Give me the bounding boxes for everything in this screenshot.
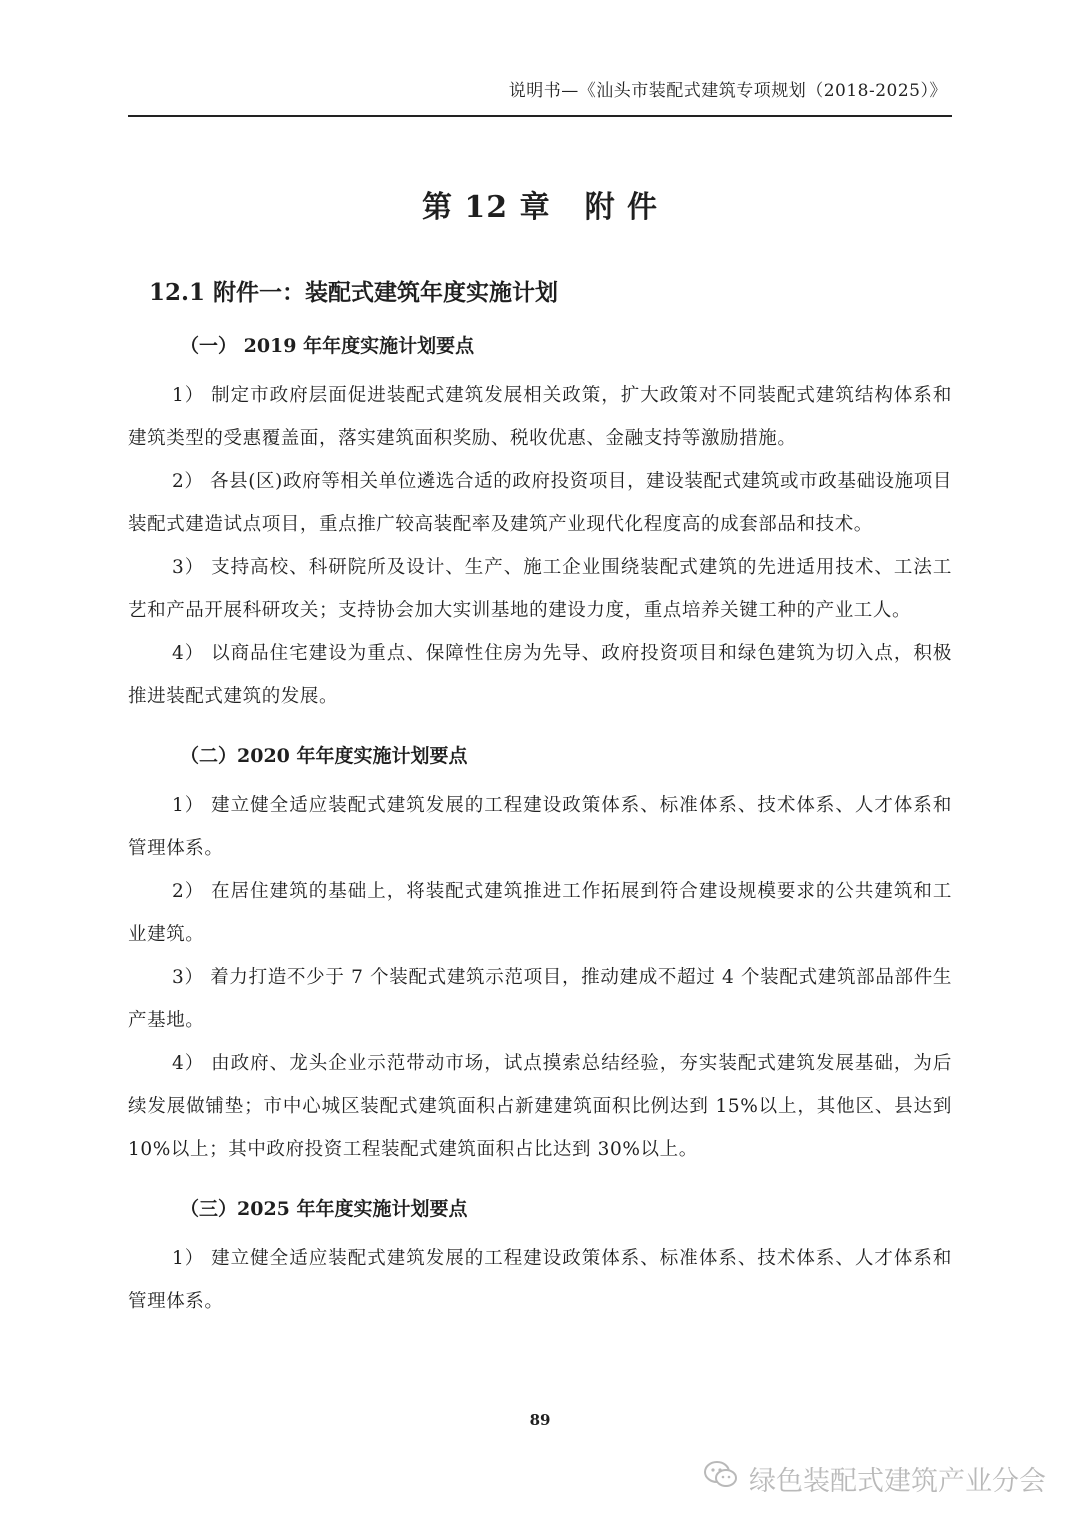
plan-2025-group (128, 1193, 952, 1323)
running-header: 说明书—《汕头市装配式建筑专项规划（2018-2025）》 (508, 81, 947, 101)
header-rule (128, 115, 952, 117)
watermark (703, 1459, 1046, 1498)
chapter-title (0, 182, 1080, 226)
page-number: 89 (529, 1411, 551, 1429)
paragraph: 2） 在居住建筑的基础上，将装配式建筑推进工作拓展到符合建设规模要求的公共建筑和工业建筑。 (128, 881, 952, 945)
paragraph: 3） 支持高校、科研院所及设计、生产、施工企业围绕装配式建筑的先进适用技术、工法工艺和产品开展科研攻关；支持协会加大实训基地的建设力度，重点培养关键工种的产业工人。 (128, 557, 952, 621)
paragraph: 2） 各县(区)政府等相关单位遴选合适的政府投资项目，建设装配式建筑或市政基础设施项目装配式建造试点项目，重点推广较高装配率及建筑产业现代化程度高的成套部品和技术。 (128, 471, 952, 535)
paragraph: 4） 以商品住宅建设为重点、保障性住房为先导、政府投资项目和绿色建筑为切入点，积极推进装配式建筑的发展。 (128, 643, 952, 707)
paragraph: 3） 着力打造不少于 7 个装配式建筑示范项目，推动建成不超过 4 个装配式建筑部品部件生产基地。 (128, 967, 952, 1031)
chapter-name: 附 件 (584, 190, 659, 225)
section-title: 12.1 附件一：装配式建筑年度实施计划 (149, 279, 559, 306)
plan-2019-group (128, 330, 952, 718)
paragraph: 1） 制定市政府层面促进装配式建筑发展相关政策，扩大政策对不同装配式建筑结构体系和建筑类型的受惠覆盖面，落实建筑面积奖励、税收优惠、金融支持等激励措施。 (128, 385, 952, 449)
plan-2025-heading: （三）2025 年年度实施计划要点 (180, 1198, 468, 1220)
watermark-text: 绿色装配式建筑产业分会 (749, 1466, 1046, 1497)
paragraph: 4） 由政府、龙头企业示范带动市场，试点摸索总结经验，夯实装配式建筑发展基础，为后续发展做铺垫；市中心城区装配式建筑面积占新建建筑面积比例达到 15%以上，其他区、县达到 10%以上；其中政府投资工程装配式建筑面积占比达到 30%以上。 (128, 1053, 952, 1160)
paragraph: 1） 建立健全适应装配式建筑发展的工程建设政策体系、标准体系、技术体系、人才体系和管理体系。 (128, 1248, 952, 1312)
paragraph: 1） 建立健全适应装配式建筑发展的工程建设政策体系、标准体系、技术体系、人才体系和管理体系。 (128, 795, 952, 859)
chapter-number: 第 12 章 (421, 190, 551, 225)
plan-2020-group (128, 740, 952, 1171)
body-content (128, 330, 952, 1345)
plan-2020-heading: （二）2020 年年度实施计划要点 (180, 745, 468, 767)
wechat-icon (703, 1460, 739, 1497)
plan-2019-heading: （一） 2019 年年度实施计划要点 (180, 335, 475, 357)
